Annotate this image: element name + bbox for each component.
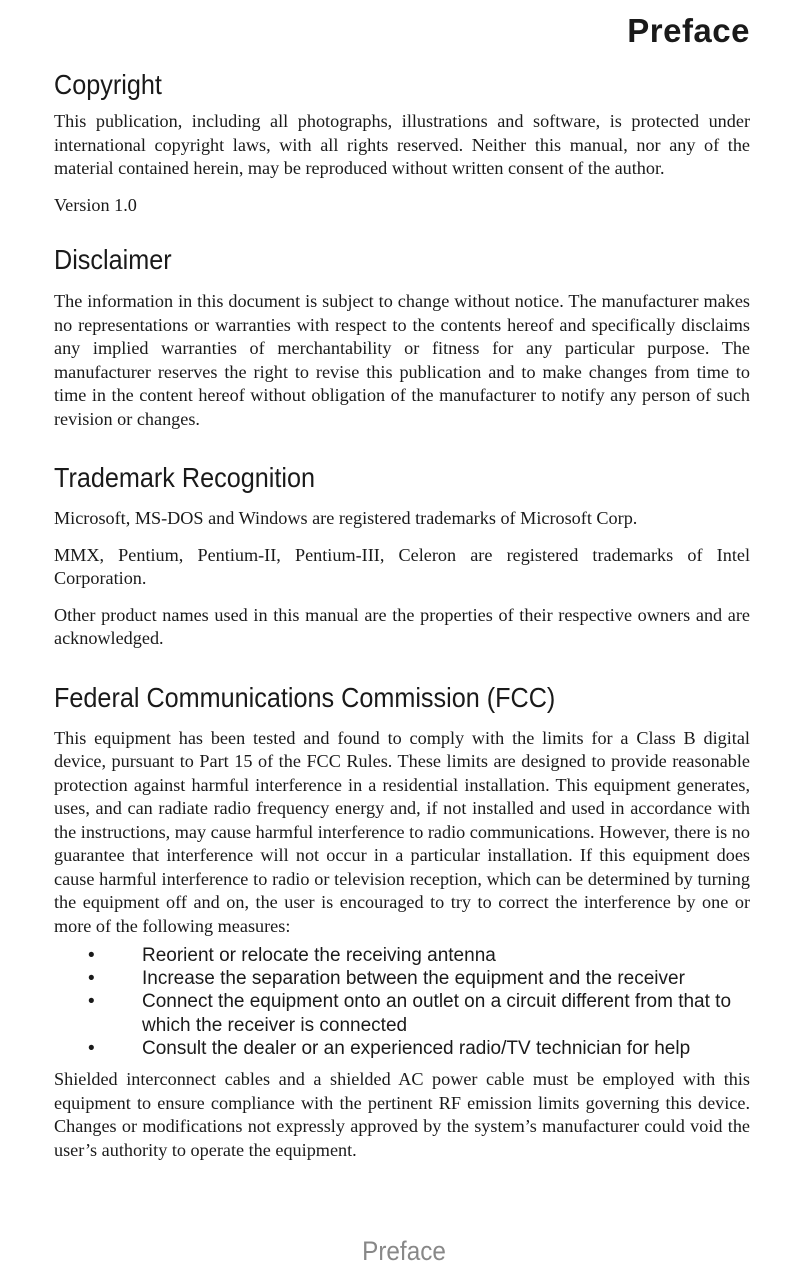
list-item-text: Reorient or relocate the receiving antenna [142,945,496,966]
page-header-title: Preface [627,12,750,49]
bullet-icon: • [88,945,95,966]
disclaimer-section [54,239,750,431]
trademark-paragraph-1: Microsoft, MS-DOS and Windows are registered trademarks of Microsoft Corp. [54,508,638,528]
version-text: Version 1.0 [54,194,137,215]
fcc-paragraph: This equipment has been tested and found to comply with the limits for a Class B digital device, pursuant to Part 15 of the FCC Rules. These limits are designed to provide reasonable protection against harmful interference in a residential installation. This equipment generates, uses, and can radiate radio frequency energy and, if not installed and used in accordance with the instructions, may cause harmful interference to radio communications. However, there is no guarantee that interference will not occur in a particular installation. If this equipment does cause harmful interference to radio or television reception, which can be determined by turning the equipment off and on, the user is encouraged to try to correct the interference by one or more of the following measures: [54,727,750,936]
trademark-paragraph-2: MMX, Pentium, Pentium-II, Pentium-III, Celeron are registered trademarks of Intel Corporation. [54,544,750,588]
list-item [54,1037,750,1060]
list-item-text: Consult the dealer or an experienced radio/TV technician for help [142,1037,691,1059]
bullet-icon: • [88,991,95,1013]
bullet-icon: • [88,968,95,990]
list-item [54,990,750,1036]
disclaimer-heading: Disclaimer [54,244,172,275]
list-item [54,967,750,990]
trademark-heading: Trademark Recognition [54,462,315,493]
list-item [54,944,750,967]
trademark-section [54,457,750,651]
trademark-paragraph-3: Other product names used in this manual are the properties of their respective owners and are acknowledged. [54,604,750,648]
fcc-measures-list [54,944,750,1060]
copyright-section [54,64,750,217]
disclaimer-paragraph: The information in this document is subject to change without notice. The manufacturer makes no representations or warranties with respect to the contents hereof and specifically disclaims any implied warranties of merchantability or fitness for any particular purpose. The manufacturer reserves the right to revise this publication and to make changes from time to time in the content hereof without obligation of the manufacturer to notify any person of such revision or changes. [54,291,750,429]
fcc-section [54,677,750,1163]
fcc-closing-paragraph: Shielded interconnect cables and a shielded AC power cable must be employed with this equipment to ensure compliance with the pertinent RF emission limits governing this device. Changes or modifications not expressly approved by the system’s manufacturer could void the user’s authority to operate the equipment. [54,1069,750,1160]
page-footer-label: Preface [362,1236,446,1266]
bullet-icon: • [88,1037,95,1059]
list-item-text: Connect the equipment onto an outlet on a circuit different from that to which the receiver is connected [142,991,732,1036]
fcc-heading: Federal Communications Commission (FCC) [54,681,556,713]
document-body [54,64,750,1162]
copyright-paragraph: This publication, including all photographs, illustrations and software, is protected under international copyright laws, with all rights reserved. Neither this manual, nor any of the material contained herein, may be reproduced without written consent of the author. [54,111,750,178]
list-item-text: Increase the separation between the equipment and the receiver [142,968,685,990]
copyright-heading: Copyright [54,69,162,100]
